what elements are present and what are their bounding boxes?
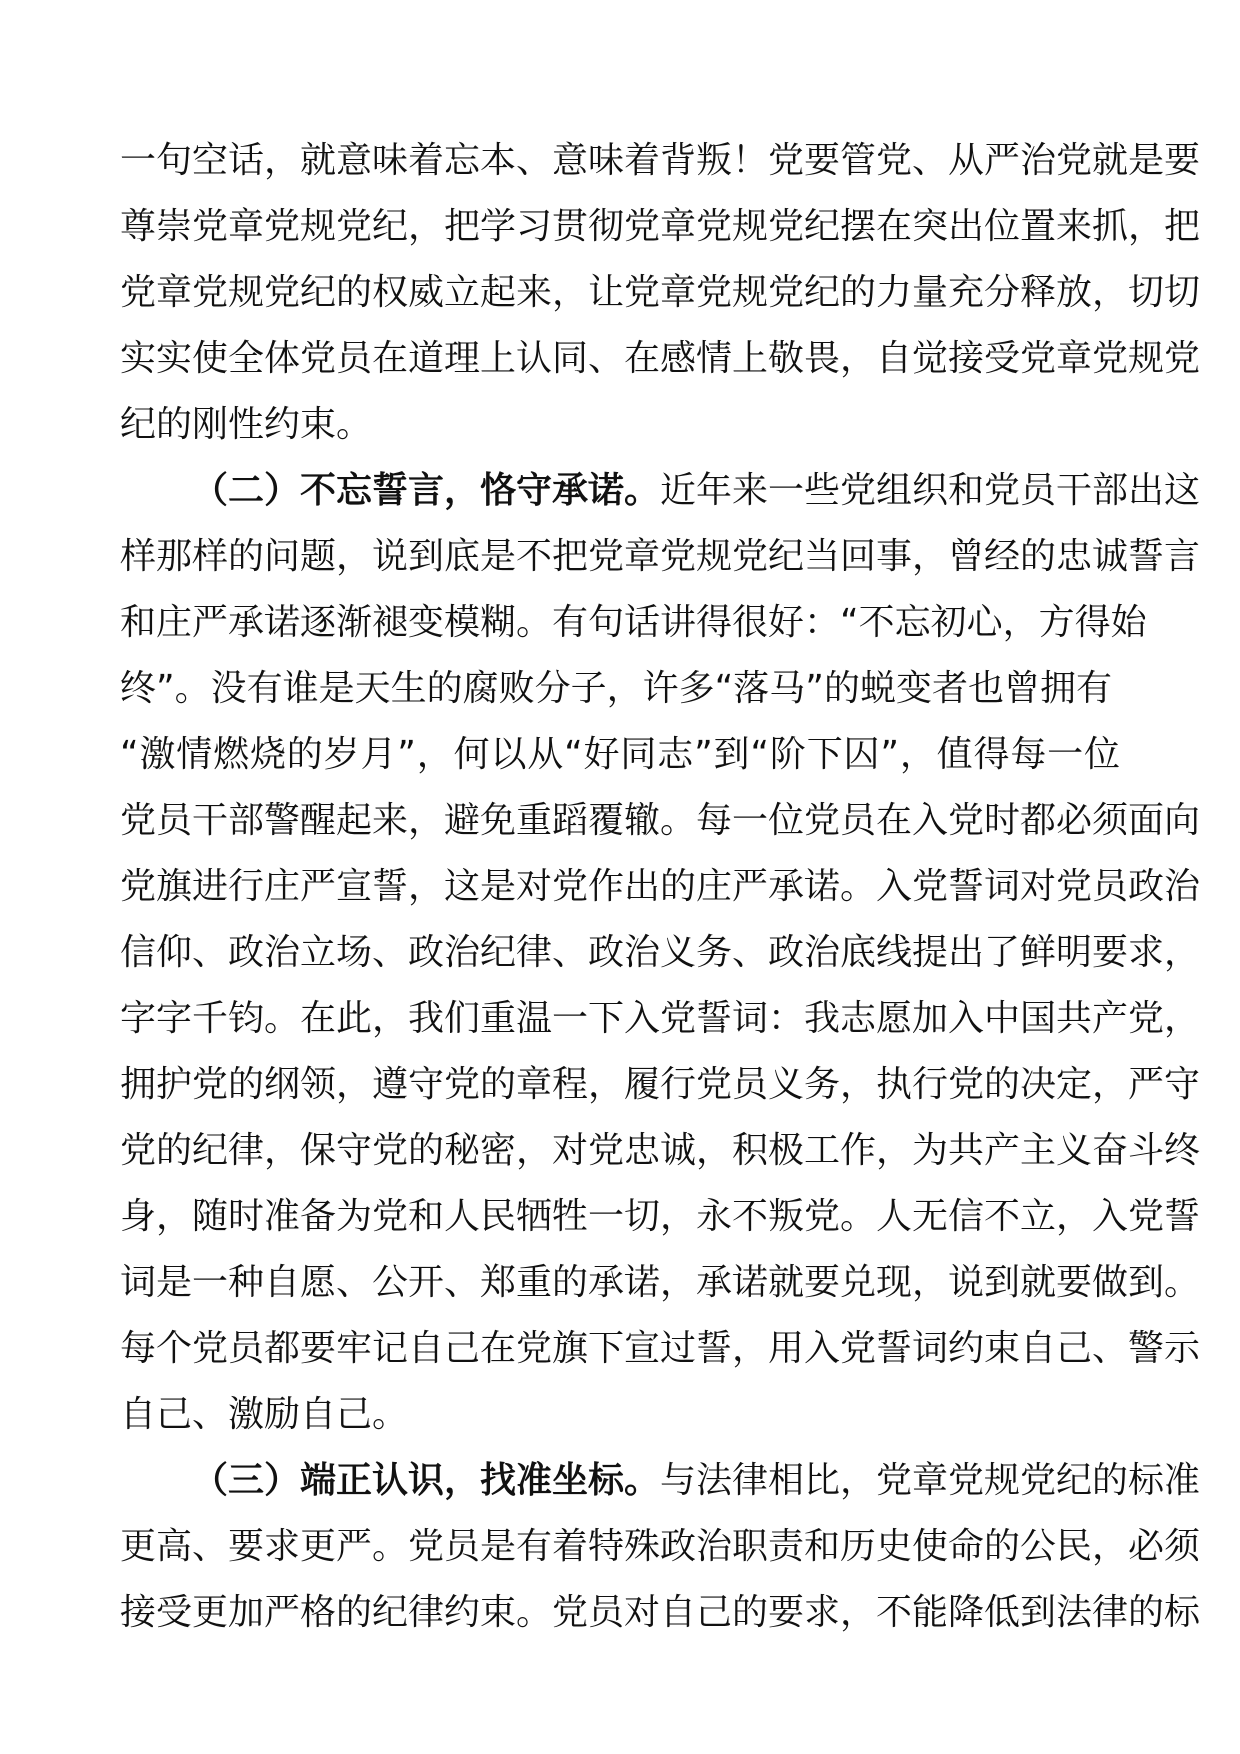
paragraph-line: 字字千钧。在此，我们重温一下入党誓词：我志愿加入中国共产党，	[120, 998, 1201, 1039]
paragraph-first-line	[120, 458, 1201, 524]
paragraph-line: 自己、激励自己。	[120, 1394, 409, 1435]
paragraph-line: 终”。没有谁是天生的腐败分子，许多“落马”的蜕变者也曾拥有	[120, 668, 1112, 709]
section-heading: （二）不忘誓言，恪守承诺。	[192, 470, 661, 511]
paragraph-line: 每个党员都要牢记自己在党旗下宣过誓，用入党誓词约束自己、警示	[120, 1328, 1201, 1369]
paragraph-line: 党的纪律，保守党的秘密，对党忠诚，积极工作，为共产主义奋斗终	[120, 1130, 1201, 1171]
paragraph-line: 党章党规党纪的权威立起来，让党章党规党纪的力量充分释放，切切	[120, 272, 1201, 313]
paragraph-line: 纪的刚性约束。	[120, 404, 373, 445]
paragraph-line: 更高、要求更严。党员是有着特殊政治职责和历史使命的公民，必须	[120, 1526, 1201, 1567]
paragraph-3	[120, 1448, 1201, 1646]
paragraph-line: 样那样的问题，说到底是不把党章党规党纪当回事，曾经的忠诚誓言	[120, 536, 1201, 577]
paragraph-line: 一句空话，就意味着忘本、意味着背叛！党要管党、从严治党就是要	[120, 140, 1201, 181]
paragraph-1	[120, 128, 1201, 458]
paragraph-line: 党旗进行庄严宣誓，这是对党作出的庄严承诺。入党誓词对党员政治	[120, 866, 1201, 907]
paragraph-line: “激情燃烧的岁月”，何以从“好同志”到“阶下囚”，值得每一位	[120, 734, 1120, 775]
paragraph-line: 实实使全体党员在道理上认同、在感情上敬畏，自觉接受党章党规党	[120, 338, 1201, 379]
paragraph-line: 词是一种自愿、公开、郑重的承诺，承诺就要兑现，说到就要做到。	[120, 1262, 1201, 1303]
paragraph-text: 与法律相比，党章党规党纪的标准	[660, 1460, 1201, 1501]
paragraph-line: 党员干部警醒起来，避免重蹈覆辙。每一位党员在入党时都必须面向	[120, 800, 1201, 841]
paragraph-line: 尊崇党章党规党纪，把学习贯彻党章党规党纪摆在突出位置来抓，把	[120, 206, 1201, 247]
paragraph-line: 信仰、政治立场、政治纪律、政治义务、政治底线提出了鲜明要求，	[120, 932, 1201, 973]
paragraph-line: 身，随时准备为党和人民牺牲一切，永不叛党。人无信不立，入党誓	[120, 1196, 1201, 1237]
document-body	[120, 128, 1201, 1646]
paragraph-text: 近年来一些党组织和党员干部出这	[660, 470, 1201, 511]
paragraph-line: 接受更加严格的纪律约束。党员对自己的要求，不能降低到法律的标	[120, 1592, 1201, 1633]
section-heading: （三）端正认识，找准坐标。	[192, 1460, 661, 1501]
paragraph-line: 拥护党的纲领，遵守党的章程，履行党员义务，执行党的决定，严守	[120, 1064, 1201, 1105]
paragraph-2	[120, 458, 1201, 1448]
paragraph-line: 和庄严承诺逐渐褪变模糊。有句话讲得很好：“不忘初心，方得始	[120, 602, 1147, 643]
paragraph-first-line	[120, 1448, 1201, 1514]
